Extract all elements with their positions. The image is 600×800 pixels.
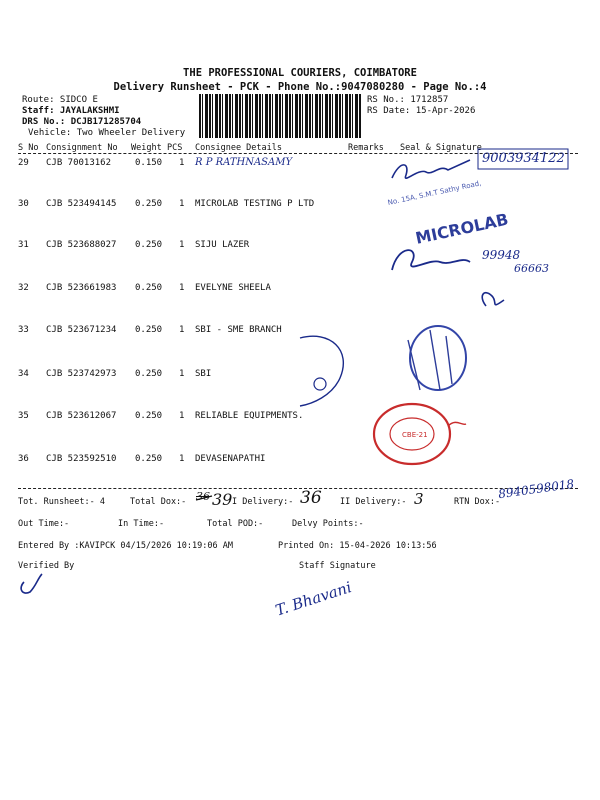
row-consignee: SBI - SME BRANCH — [195, 325, 282, 335]
rs-number: RS No.: 1712857 — [367, 95, 449, 105]
out-time: Out Time:- — [18, 519, 70, 529]
footer-divider — [18, 488, 578, 489]
row-consignee: DEVASENAPATHI — [195, 454, 266, 464]
row-sno: 32 — [18, 283, 29, 293]
row-pcs: 1 — [179, 158, 185, 168]
microlab-stamp — [387, 175, 510, 252]
row-sno: 35 — [18, 411, 29, 421]
col-remarks: Remarks — [348, 143, 384, 153]
row-pcs: 1 — [179, 454, 185, 464]
row-consignment: CJB 523592510 — [46, 454, 117, 464]
row-sno: 34 — [18, 369, 29, 379]
delvy-points: Delvy Points:- — [292, 519, 364, 529]
row-consignment: CJB 523671234 — [46, 325, 117, 335]
svg-text:CBE-21: CBE-21 — [402, 431, 428, 439]
i-delivery-label: I Delivery:- — [232, 497, 294, 507]
staff-signature: T. Bhavani — [273, 578, 354, 620]
rs-date: RS Date: 15-Apr-2026 — [367, 106, 476, 116]
delivery-value: 36 — [300, 488, 322, 508]
row-sno: 33 — [18, 325, 29, 335]
company-name: THE PROFESSIONAL COURIERS, COIMBATORE — [183, 67, 417, 79]
row-sno: 31 — [18, 240, 29, 250]
row-pcs: 1 — [179, 240, 185, 250]
printed-on: Printed On: 15-04-2026 10:13:56 — [278, 541, 437, 551]
signature-31 — [392, 250, 470, 270]
row-consignment: CJB 523661983 — [46, 283, 117, 293]
row-consignment: CJB 523688027 — [46, 240, 117, 250]
signature-29 — [392, 160, 470, 178]
row-consignment: CJB 523494145 — [46, 199, 117, 209]
entered-by: Entered By :KAVIPCK 04/15/2026 10:19:06 AM — [18, 541, 233, 551]
row-weight: 0.250 — [135, 199, 163, 209]
row-consignment: CJB 70013162 — [46, 158, 112, 168]
drs-number: DRS No.: DCJB171285704 — [22, 117, 142, 127]
row-consignee: MICROLAB TESTING P LTD — [195, 199, 315, 209]
ii-delivery-value: 3 — [414, 490, 424, 508]
row-weight: 0.250 — [135, 411, 163, 421]
row-pcs: 1 — [179, 283, 185, 293]
rtn-number: 8940598018 — [497, 476, 575, 502]
rtn-dox-label: RTN Dox:- — [454, 497, 501, 507]
row-consignee: EVELYNE SHEELA — [195, 283, 271, 293]
verified-by: Verified By — [18, 561, 75, 571]
circle-mark-34 — [314, 378, 326, 390]
row-weight: 0.250 — [135, 369, 163, 379]
row-weight: 0.250 — [135, 454, 163, 464]
col-weight: Weight — [131, 143, 162, 153]
col-seal-signature: Seal & Signature — [400, 143, 482, 153]
in-time: In Time:- — [118, 519, 165, 529]
row-pcs: 1 — [179, 325, 185, 335]
row-consignee: SBI — [195, 369, 212, 379]
row-weight: 0.150 — [135, 158, 163, 168]
staff: Staff: JAYALAKSHMI — [22, 106, 120, 116]
row-consignee: R P RATHNASAMY — [195, 157, 293, 168]
row-consignee: SIJU LAZER — [195, 240, 250, 250]
vehicle: Vehicle: Two Wheeler Delivery — [28, 128, 186, 138]
svg-text:MICROLAB: MICROLAB — [413, 209, 511, 248]
col-consignee: Consignee Details — [195, 143, 282, 153]
col-pcs: PCS — [167, 143, 183, 153]
ii-delivery-label: II Delivery:- — [340, 497, 407, 507]
verified-check — [21, 574, 42, 593]
row-consignment: CJB 523612067 — [46, 411, 117, 421]
col-consignment: Consignment No — [46, 143, 118, 153]
row-pcs: 1 — [179, 369, 185, 379]
runsheet-title: Delivery Runsheet - PCK - Phone No.:9047080280 - Page No.:4 — [113, 81, 487, 93]
row-sno: 29 — [18, 158, 29, 168]
tot-runsheet: Tot. Runsheet:- 4 — [18, 497, 105, 507]
signature-33 — [300, 336, 343, 406]
phone-29: 9003934122 — [482, 151, 565, 166]
staff-signature-label: Staff Signature — [299, 561, 376, 571]
row-sno: 36 — [18, 454, 29, 464]
col-sno: S No — [18, 143, 39, 153]
route: Route: SIDCO E — [22, 95, 98, 105]
phone-31: 99948 — [482, 248, 521, 262]
svg-text:No. 15A, S.M.T Sathy Road,: No. 15A, S.M.T Sathy Road, — [386, 179, 483, 207]
signature-32 — [482, 293, 504, 306]
row-consignee: RELIABLE EQUIPMENTS. — [195, 411, 304, 421]
row-sno: 30 — [18, 199, 29, 209]
phone-31b: 66663 — [514, 262, 549, 275]
total-pod: Total POD:- — [207, 519, 264, 529]
total-dox-label: Total Dox:- — [130, 497, 187, 507]
row-pcs: 1 — [179, 199, 185, 209]
row-weight: 0.250 — [135, 240, 163, 250]
row-weight: 0.250 — [135, 283, 163, 293]
total-dox-struck: 36 — [196, 490, 210, 503]
row-consignment: CJB 523742973 — [46, 369, 117, 379]
row-weight: 0.250 — [135, 325, 163, 335]
row-pcs: 1 — [179, 411, 185, 421]
total-dox-value: 39 — [212, 490, 233, 509]
